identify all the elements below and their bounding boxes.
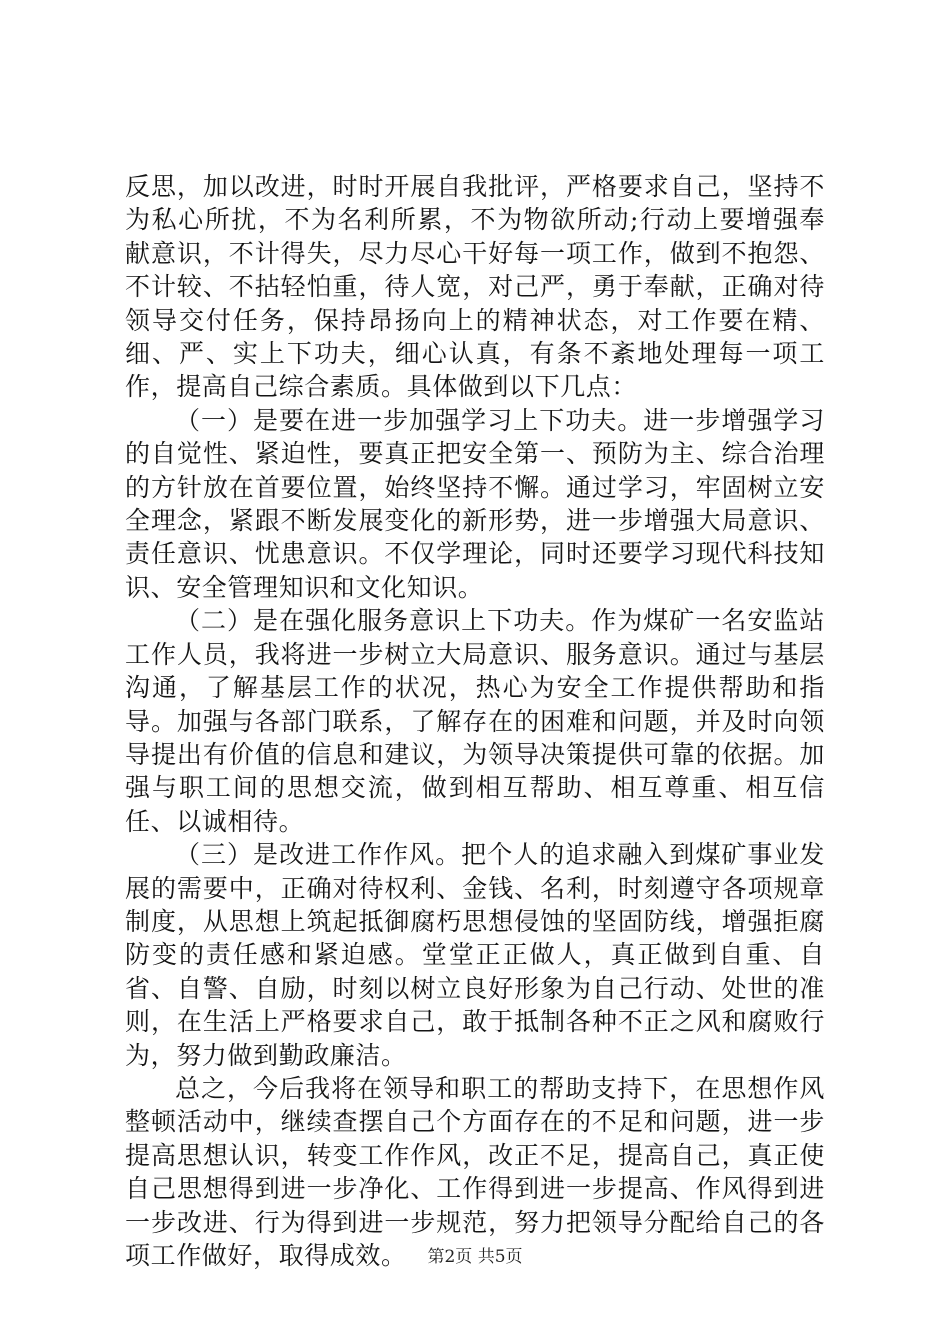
paragraph-conclusion: 总之，今后我将在领导和职工的帮助支持下，在思想作风整顿活动中，继续查摆自己个方面存在的不足和问题，进一步提高思想认识，转变工作作风，改正不足，提高自己，真正使自己思想得到进一步净化、工作得到进一步提高、作风得到进一步改进、行为得到进一步规范，努力把领导分配给自己的各项工作做好，取得成效。 — [125, 1073, 825, 1270]
paragraph-point-one: （一）是要在进一步加强学习上下功夫。进一步增强学习的自觉性、紧迫性，要真正把安全第一、预防为主、综合治理的方针放在首要位置，始终坚持不懈。通过学习，牢固树立安全理念，紧跟不断发展变化的新形势，进一步增强大局意识、责任意识、忧患意识。不仅学理论，同时还要学习现代科技知识、安全管理知识和文化知识。 — [125, 405, 825, 602]
paragraph-continuation: 反思，加以改进，时时开展自我批评，严格要求自己，坚持不为私心所扰，不为名利所累，不为物欲所动;行动上要增强奉献意识，不计得失，尽力尽心干好每一项工作，做到不抱怨、不计较、不拈轻怕重，待人宽，对己严，勇于奉献，正确对待领导交付任务，保持昂扬向上的精神状态，对工作要在精、细、严、实上下功夫，细心认真，有条不紊地处理每一项工作，提高自己综合素质。具体做到以下几点： — [125, 172, 825, 402]
paragraph-point-two: （二）是在强化服务意识上下功夫。作为煤矿一名安监站工作人员，我将进一步树立大局意识、服务意识。通过与基层沟通，了解基层工作的状况，热心为安全工作提供帮助和指导。加强与各部门联系，了解存在的困难和问题，并及时向领导提出有价值的信息和建议，为领导决策提供可靠的依据。加强与职工间的思想交流，做到相互帮助、相互尊重、相互信任、以诚相待。 — [125, 606, 825, 836]
page-number-footer: 第2页 共5页 — [427, 1247, 523, 1267]
paragraph-point-three: （三）是改进工作作风。把个人的追求融入到煤矿事业发展的需要中，正确对待权利、金钱、名利，时刻遵守各项规章制度，从思想上筑起抵御腐朽思想侵蚀的坚固防线，增强拒腐防变的责任感和紧迫感。堂堂正正做人，真正做到自重、自省、自警、自励，时刻以树立良好形象为自己行动、处世的准则，在生活上严格要求自己，敢于抵制各种不正之风和腐败行为，努力做到勤政廉洁。 — [125, 840, 825, 1070]
document-body — [125, 170, 825, 1272]
